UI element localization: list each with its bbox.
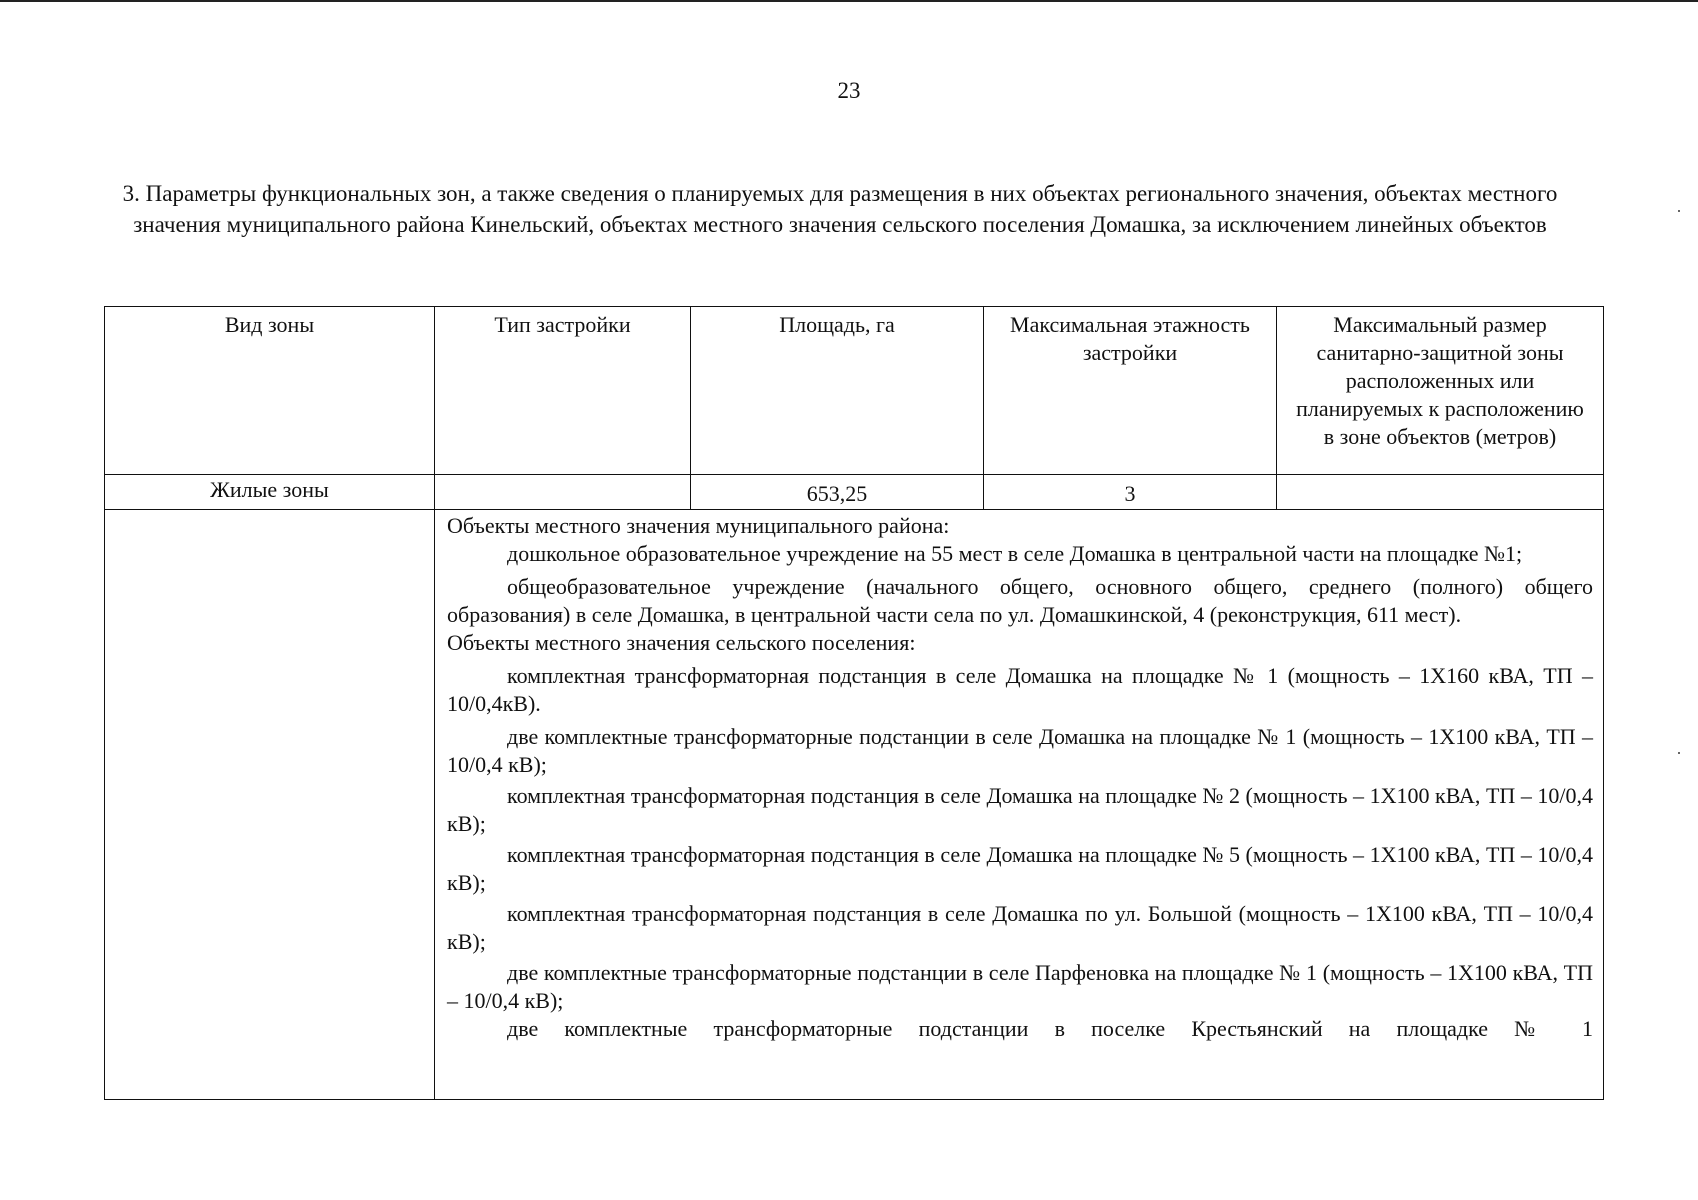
cell-max-floors: 3 [984,475,1277,510]
list-item: комплектная трансформаторная подстанция в селе Домашка на площадке № 5 (мощность – 1Х100 кВА, ТП – 10/0,4 кВ); [447,842,1593,895]
cell-empty [105,510,435,1100]
group-title-settlement: Объекты местного значения сельского поселения: [447,630,916,655]
page-number: 23 [837,78,861,103]
cell-build-type [435,475,691,510]
list-item: дошкольное образовательное учреждение на 55 мест в селе Домашка в центральной части на площадке №1; [507,541,1523,566]
margin-mark [1678,752,1680,754]
table-row [105,510,1604,1100]
header-max-szz: Максимальный размер санитарно-защитной зоны расположенных или планируемых к расположению в зоне объектов (метров) [1277,307,1604,475]
list-item: общеобразовательное учреждение (начального общего, основного общего, среднего (полного) общего образования) в селе Домашка, в центральной части села по ул. Домашкинской, 4 (реконструкция, 611 мест). [447,574,1593,627]
list-item: комплектная трансформаторная подстанция в селе Домашка на площадке № 2 (мощность – 1Х100 кВА, ТП – 10/0,4 кВ); [447,783,1593,836]
cell-max-szz [1277,475,1604,510]
header-max-floors: Максимальная этажность застройки [984,307,1277,475]
cell-zone-type: Жилые зоны [105,475,435,510]
margin-mark [1678,210,1680,212]
top-border-line [0,0,1698,2]
list-item: комплектная трансформаторная подстанция в селе Домашка по ул. Большой (мощность – 1Х100 кВА, ТП – 10/0,4 кВ); [447,901,1593,954]
table-row [105,475,1604,510]
section-heading: 3. Параметры функциональных зон, а также сведения о планируемых для размещения в них объектах регионального значения, объектах местного значения муниципального района Кинельский, объектах местного значения сельского поселения Домашка, за исключением линейных объектов [122,181,1558,237]
zones-table [104,306,1604,1100]
list-item: две комплектные трансформаторные подстанции в поселке Крестьянский на площадке № 1 [507,1016,1593,1041]
header-zone-type: Вид зоны [105,307,435,475]
list-item: две комплектные трансформаторные подстанции в селе Парфеновка на площадке № 1 (мощность – 1Х100 кВА, ТП – 10/0,4 кВ); [447,960,1593,1013]
list-item: комплектная трансформаторная подстанция в селе Домашка на площадке № 1 (мощность – 1Х160 кВА, ТП – 10/0,4кВ). [447,663,1593,716]
cell-area: 653,25 [691,475,984,510]
list-item: две комплектные трансформаторные подстанции в селе Домашка на площадке № 1 (мощность – 1Х100 кВА, ТП – 10/0,4 кВ); [447,724,1593,777]
table-header-row [105,307,1604,475]
header-build-type: Тип застройки [435,307,691,475]
group-title-municipal: Объекты местного значения муниципального района: [447,513,950,538]
objects-description-cell [435,510,1604,1100]
header-area: Площадь, га [691,307,984,475]
